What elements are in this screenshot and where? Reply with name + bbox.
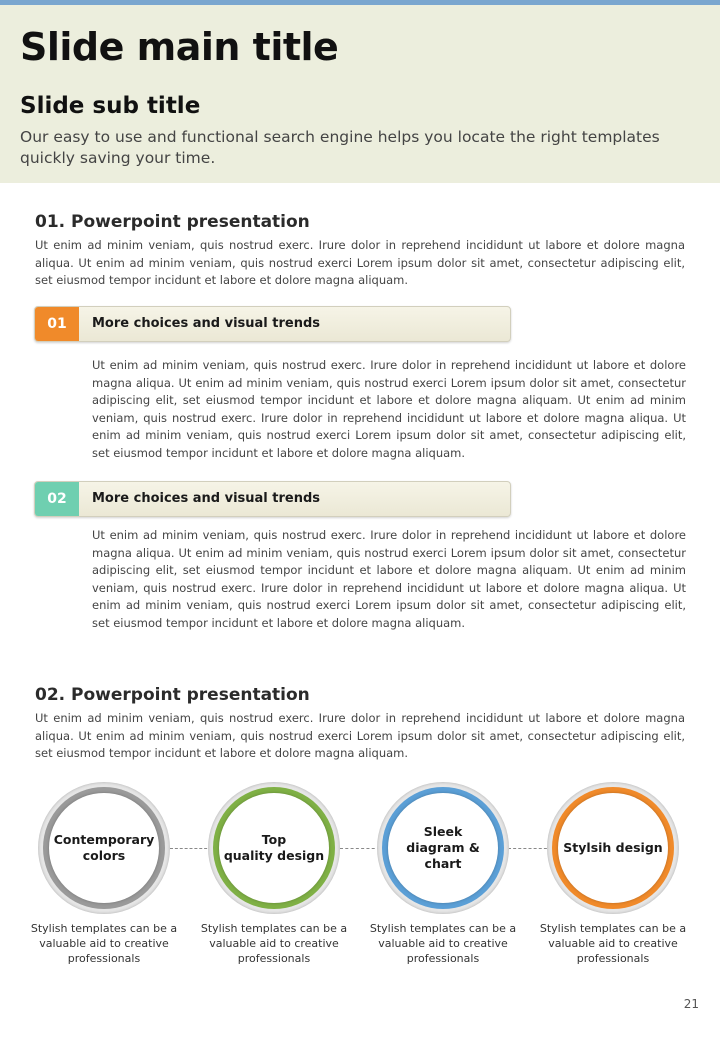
- circle-caption: Stylish templates can be a valuable aid to creative professionals: [200, 922, 348, 965]
- feature-circle-contemporary-colors: [38, 782, 170, 914]
- page-title: Slide main title: [20, 25, 339, 69]
- circle-label: [49, 793, 159, 903]
- circle-caption: Stylish templates can be a valuable aid to creative professionals: [369, 922, 517, 965]
- item-bar-label: More choices and visual trends: [92, 316, 321, 331]
- page-subtitle: Slide sub title: [20, 93, 201, 119]
- item-01-text: Ut enim ad minim veniam, quis nostrud exerc. Irure dolor in reprehend incididunt ut labore et dolore magna aliqua. Ut enim ad minim veniam, quis nostrud exerci Lorem ipsum dolor sit amet, consectetur adipiscing elit, set eiusmod tempor incidunt et labore et dolore magna aliquam. Ut enim ad minim veniam, quis nostrud exerc. Irure dolor in reprehend incididunt ut labore et dolore magna aliqua. Ut enim ad minim veniam, quis nostrud exerci Lorem ipsum dolor sit amet, consectetur adipiscing elit, set eiusmod tempor incidunt et labore et dolore magna aliquam.: [92, 358, 686, 460]
- item-bar-01: [34, 306, 511, 342]
- circle-label-line1: Stylsih design: [563, 840, 663, 855]
- item-02-text: Ut enim ad minim veniam, quis nostrud exerc. Irure dolor in reprehend incididunt ut labore et dolore magna aliqua. Ut enim ad minim veniam, quis nostrud exerci Lorem ipsum dolor sit amet, consectetur adipiscing elit, set eiusmod tempor incidunt et labore et dolore magna aliquam. Ut enim ad minim veniam, quis nostrud exerc. Irure dolor in reprehend incididunt ut labore et dolore magna aliqua. Ut enim ad minim veniam, quis nostrud exerci Lorem ipsum dolor sit amet, consectetur adipiscing elit, set eiusmod tempor incidunt et labore et dolore magna aliquam.: [92, 528, 686, 630]
- section-1-title: 01. Powerpoint presentation: [35, 212, 310, 232]
- circle-label: [219, 793, 329, 903]
- circle-label-line1: Sleek: [423, 824, 463, 839]
- subtitle-description: Our easy to use and functional search engine helps you locate the right templates quickly saving your time.: [20, 128, 660, 167]
- circle-label-line1: Contemporary: [53, 832, 155, 847]
- connector-line: [508, 848, 552, 849]
- feature-circle-stylish-design: [547, 782, 679, 914]
- section-2-description: Ut enim ad minim veniam, quis nostrud exerc. Irure dolor in reprehend incididunt ut labore et dolore magna aliqua. Ut enim ad minim veniam, quis nostrud exerci Lorem ipsum dolor sit amet, consectetur adipiscing elit, set eiusmod tempor incidunt et labore et dolore magna aliquam.: [35, 711, 685, 761]
- feature-circle-sleek-diagram-chart: [377, 782, 509, 914]
- circle-caption: Stylish templates can be a valuable aid to creative professionals: [30, 922, 178, 965]
- circle-label-line1: Top: [261, 832, 287, 847]
- circle-label: [388, 793, 498, 903]
- item-bar-02: [34, 481, 511, 517]
- item-number-badge: 01: [35, 307, 79, 341]
- circle-label: [558, 793, 668, 903]
- page-number: 21: [683, 997, 699, 1011]
- header-panel: [0, 5, 720, 183]
- section-1-description: Ut enim ad minim veniam, quis nostrud exerc. Irure dolor in reprehend incididunt ut labore et dolore magna aliqua. Ut enim ad minim veniam, quis nostrud exerci Lorem ipsum dolor sit amet, consectetur adipiscing elit, set eiusmod tempor incidunt et labore et dolore magna aliquam.: [35, 238, 685, 288]
- section-2-title: 02. Powerpoint presentation: [35, 685, 310, 705]
- circle-label-line2: quality design: [223, 848, 325, 863]
- circle-caption: Stylish templates can be a valuable aid to creative professionals: [539, 922, 687, 965]
- item-number-badge: 02: [35, 482, 79, 516]
- item-bar-label: More choices and visual trends: [92, 491, 321, 506]
- circle-label-line2: diagram & chart: [406, 840, 480, 871]
- connector-line: [340, 848, 380, 849]
- circle-label-line2: colors: [82, 848, 126, 863]
- connector-line: [170, 848, 212, 849]
- feature-circle-top-quality-design: [208, 782, 340, 914]
